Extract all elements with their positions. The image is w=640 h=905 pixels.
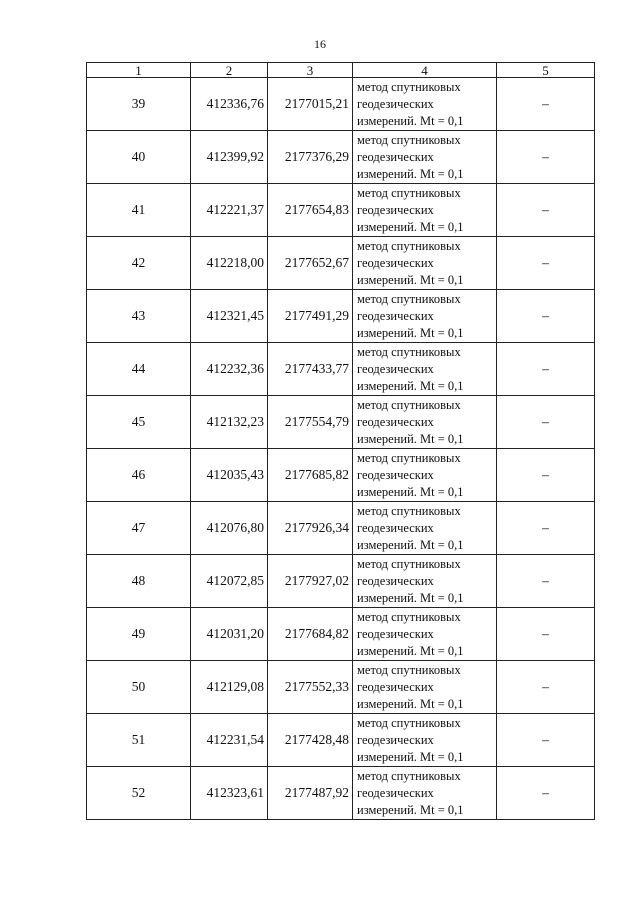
table-row bbox=[87, 608, 595, 661]
table-row bbox=[87, 78, 595, 131]
y-coordinate-cell: 2177926,34 bbox=[268, 502, 353, 555]
method-cell: метод спутниковых геодезических измерений. Mt = 0,1 bbox=[353, 449, 497, 502]
method-cell: метод спутниковых геодезических измерений. Mt = 0,1 bbox=[353, 78, 497, 131]
note-cell: – bbox=[497, 661, 595, 714]
note-cell: – bbox=[497, 396, 595, 449]
method-cell: метод спутниковых геодезических измерений. Mt = 0,1 bbox=[353, 237, 497, 290]
x-coordinate-cell: 412231,54 bbox=[191, 714, 268, 767]
y-coordinate-cell: 2177015,21 bbox=[268, 78, 353, 131]
note-cell: – bbox=[497, 714, 595, 767]
coordinates-table bbox=[86, 62, 595, 820]
y-coordinate-cell: 2177684,82 bbox=[268, 608, 353, 661]
y-coordinate-cell: 2177491,29 bbox=[268, 290, 353, 343]
method-cell: метод спутниковых геодезических измерений. Mt = 0,1 bbox=[353, 131, 497, 184]
table-row bbox=[87, 502, 595, 555]
table-row bbox=[87, 343, 595, 396]
method-cell: метод спутниковых геодезических измерений. Mt = 0,1 bbox=[353, 502, 497, 555]
x-coordinate-cell: 412321,45 bbox=[191, 290, 268, 343]
point-number-cell: 51 bbox=[87, 714, 191, 767]
table-row bbox=[87, 237, 595, 290]
point-number-cell: 46 bbox=[87, 449, 191, 502]
x-coordinate-cell: 412076,80 bbox=[191, 502, 268, 555]
note-cell: – bbox=[497, 449, 595, 502]
method-cell: метод спутниковых геодезических измерений. Mt = 0,1 bbox=[353, 396, 497, 449]
y-coordinate-cell: 2177428,48 bbox=[268, 714, 353, 767]
point-number-cell: 48 bbox=[87, 555, 191, 608]
point-number-cell: 44 bbox=[87, 343, 191, 396]
table-row bbox=[87, 396, 595, 449]
table-row bbox=[87, 131, 595, 184]
y-coordinate-cell: 2177433,77 bbox=[268, 343, 353, 396]
note-cell: – bbox=[497, 290, 595, 343]
note-cell: – bbox=[497, 237, 595, 290]
header-col-3: 3 bbox=[268, 63, 353, 78]
point-number-cell: 43 bbox=[87, 290, 191, 343]
table-row bbox=[87, 555, 595, 608]
x-coordinate-cell: 412399,92 bbox=[191, 131, 268, 184]
note-cell: – bbox=[497, 78, 595, 131]
y-coordinate-cell: 2177376,29 bbox=[268, 131, 353, 184]
y-coordinate-cell: 2177685,82 bbox=[268, 449, 353, 502]
header-col-2: 2 bbox=[191, 63, 268, 78]
note-cell: – bbox=[497, 184, 595, 237]
method-cell: метод спутниковых геодезических измерений. Mt = 0,1 bbox=[353, 767, 497, 820]
method-cell: метод спутниковых геодезических измерений. Mt = 0,1 bbox=[353, 608, 497, 661]
x-coordinate-cell: 412129,08 bbox=[191, 661, 268, 714]
y-coordinate-cell: 2177654,83 bbox=[268, 184, 353, 237]
method-cell: метод спутниковых геодезических измерений. Mt = 0,1 bbox=[353, 661, 497, 714]
method-cell: метод спутниковых геодезических измерений. Mt = 0,1 bbox=[353, 555, 497, 608]
table-row bbox=[87, 290, 595, 343]
header-col-5: 5 bbox=[497, 63, 595, 78]
table-row bbox=[87, 767, 595, 820]
point-number-cell: 39 bbox=[87, 78, 191, 131]
method-cell: метод спутниковых геодезических измерений. Mt = 0,1 bbox=[353, 714, 497, 767]
note-cell: – bbox=[497, 767, 595, 820]
point-number-cell: 41 bbox=[87, 184, 191, 237]
x-coordinate-cell: 412035,43 bbox=[191, 449, 268, 502]
method-cell: метод спутниковых геодезических измерений. Mt = 0,1 bbox=[353, 343, 497, 396]
note-cell: – bbox=[497, 343, 595, 396]
table-row bbox=[87, 184, 595, 237]
note-cell: – bbox=[497, 502, 595, 555]
x-coordinate-cell: 412336,76 bbox=[191, 78, 268, 131]
table-row bbox=[87, 661, 595, 714]
note-cell: – bbox=[497, 608, 595, 661]
point-number-cell: 49 bbox=[87, 608, 191, 661]
y-coordinate-cell: 2177652,67 bbox=[268, 237, 353, 290]
header-col-1: 1 bbox=[87, 63, 191, 78]
table-row bbox=[87, 449, 595, 502]
y-coordinate-cell: 2177552,33 bbox=[268, 661, 353, 714]
x-coordinate-cell: 412218,00 bbox=[191, 237, 268, 290]
x-coordinate-cell: 412132,23 bbox=[191, 396, 268, 449]
x-coordinate-cell: 412232,36 bbox=[191, 343, 268, 396]
point-number-cell: 42 bbox=[87, 237, 191, 290]
x-coordinate-cell: 412221,37 bbox=[191, 184, 268, 237]
note-cell: – bbox=[497, 555, 595, 608]
point-number-cell: 45 bbox=[87, 396, 191, 449]
method-cell: метод спутниковых геодезических измерений. Mt = 0,1 bbox=[353, 184, 497, 237]
method-cell: метод спутниковых геодезических измерений. Mt = 0,1 bbox=[353, 290, 497, 343]
point-number-cell: 47 bbox=[87, 502, 191, 555]
x-coordinate-cell: 412323,61 bbox=[191, 767, 268, 820]
y-coordinate-cell: 2177487,92 bbox=[268, 767, 353, 820]
x-coordinate-cell: 412031,20 bbox=[191, 608, 268, 661]
point-number-cell: 50 bbox=[87, 661, 191, 714]
point-number-cell: 52 bbox=[87, 767, 191, 820]
header-row bbox=[87, 63, 595, 78]
x-coordinate-cell: 412072,85 bbox=[191, 555, 268, 608]
header-col-4: 4 bbox=[353, 63, 497, 78]
y-coordinate-cell: 2177927,02 bbox=[268, 555, 353, 608]
point-number-cell: 40 bbox=[87, 131, 191, 184]
y-coordinate-cell: 2177554,79 bbox=[268, 396, 353, 449]
page-number: 16 bbox=[314, 37, 326, 51]
note-cell: – bbox=[497, 131, 595, 184]
table-row bbox=[87, 714, 595, 767]
